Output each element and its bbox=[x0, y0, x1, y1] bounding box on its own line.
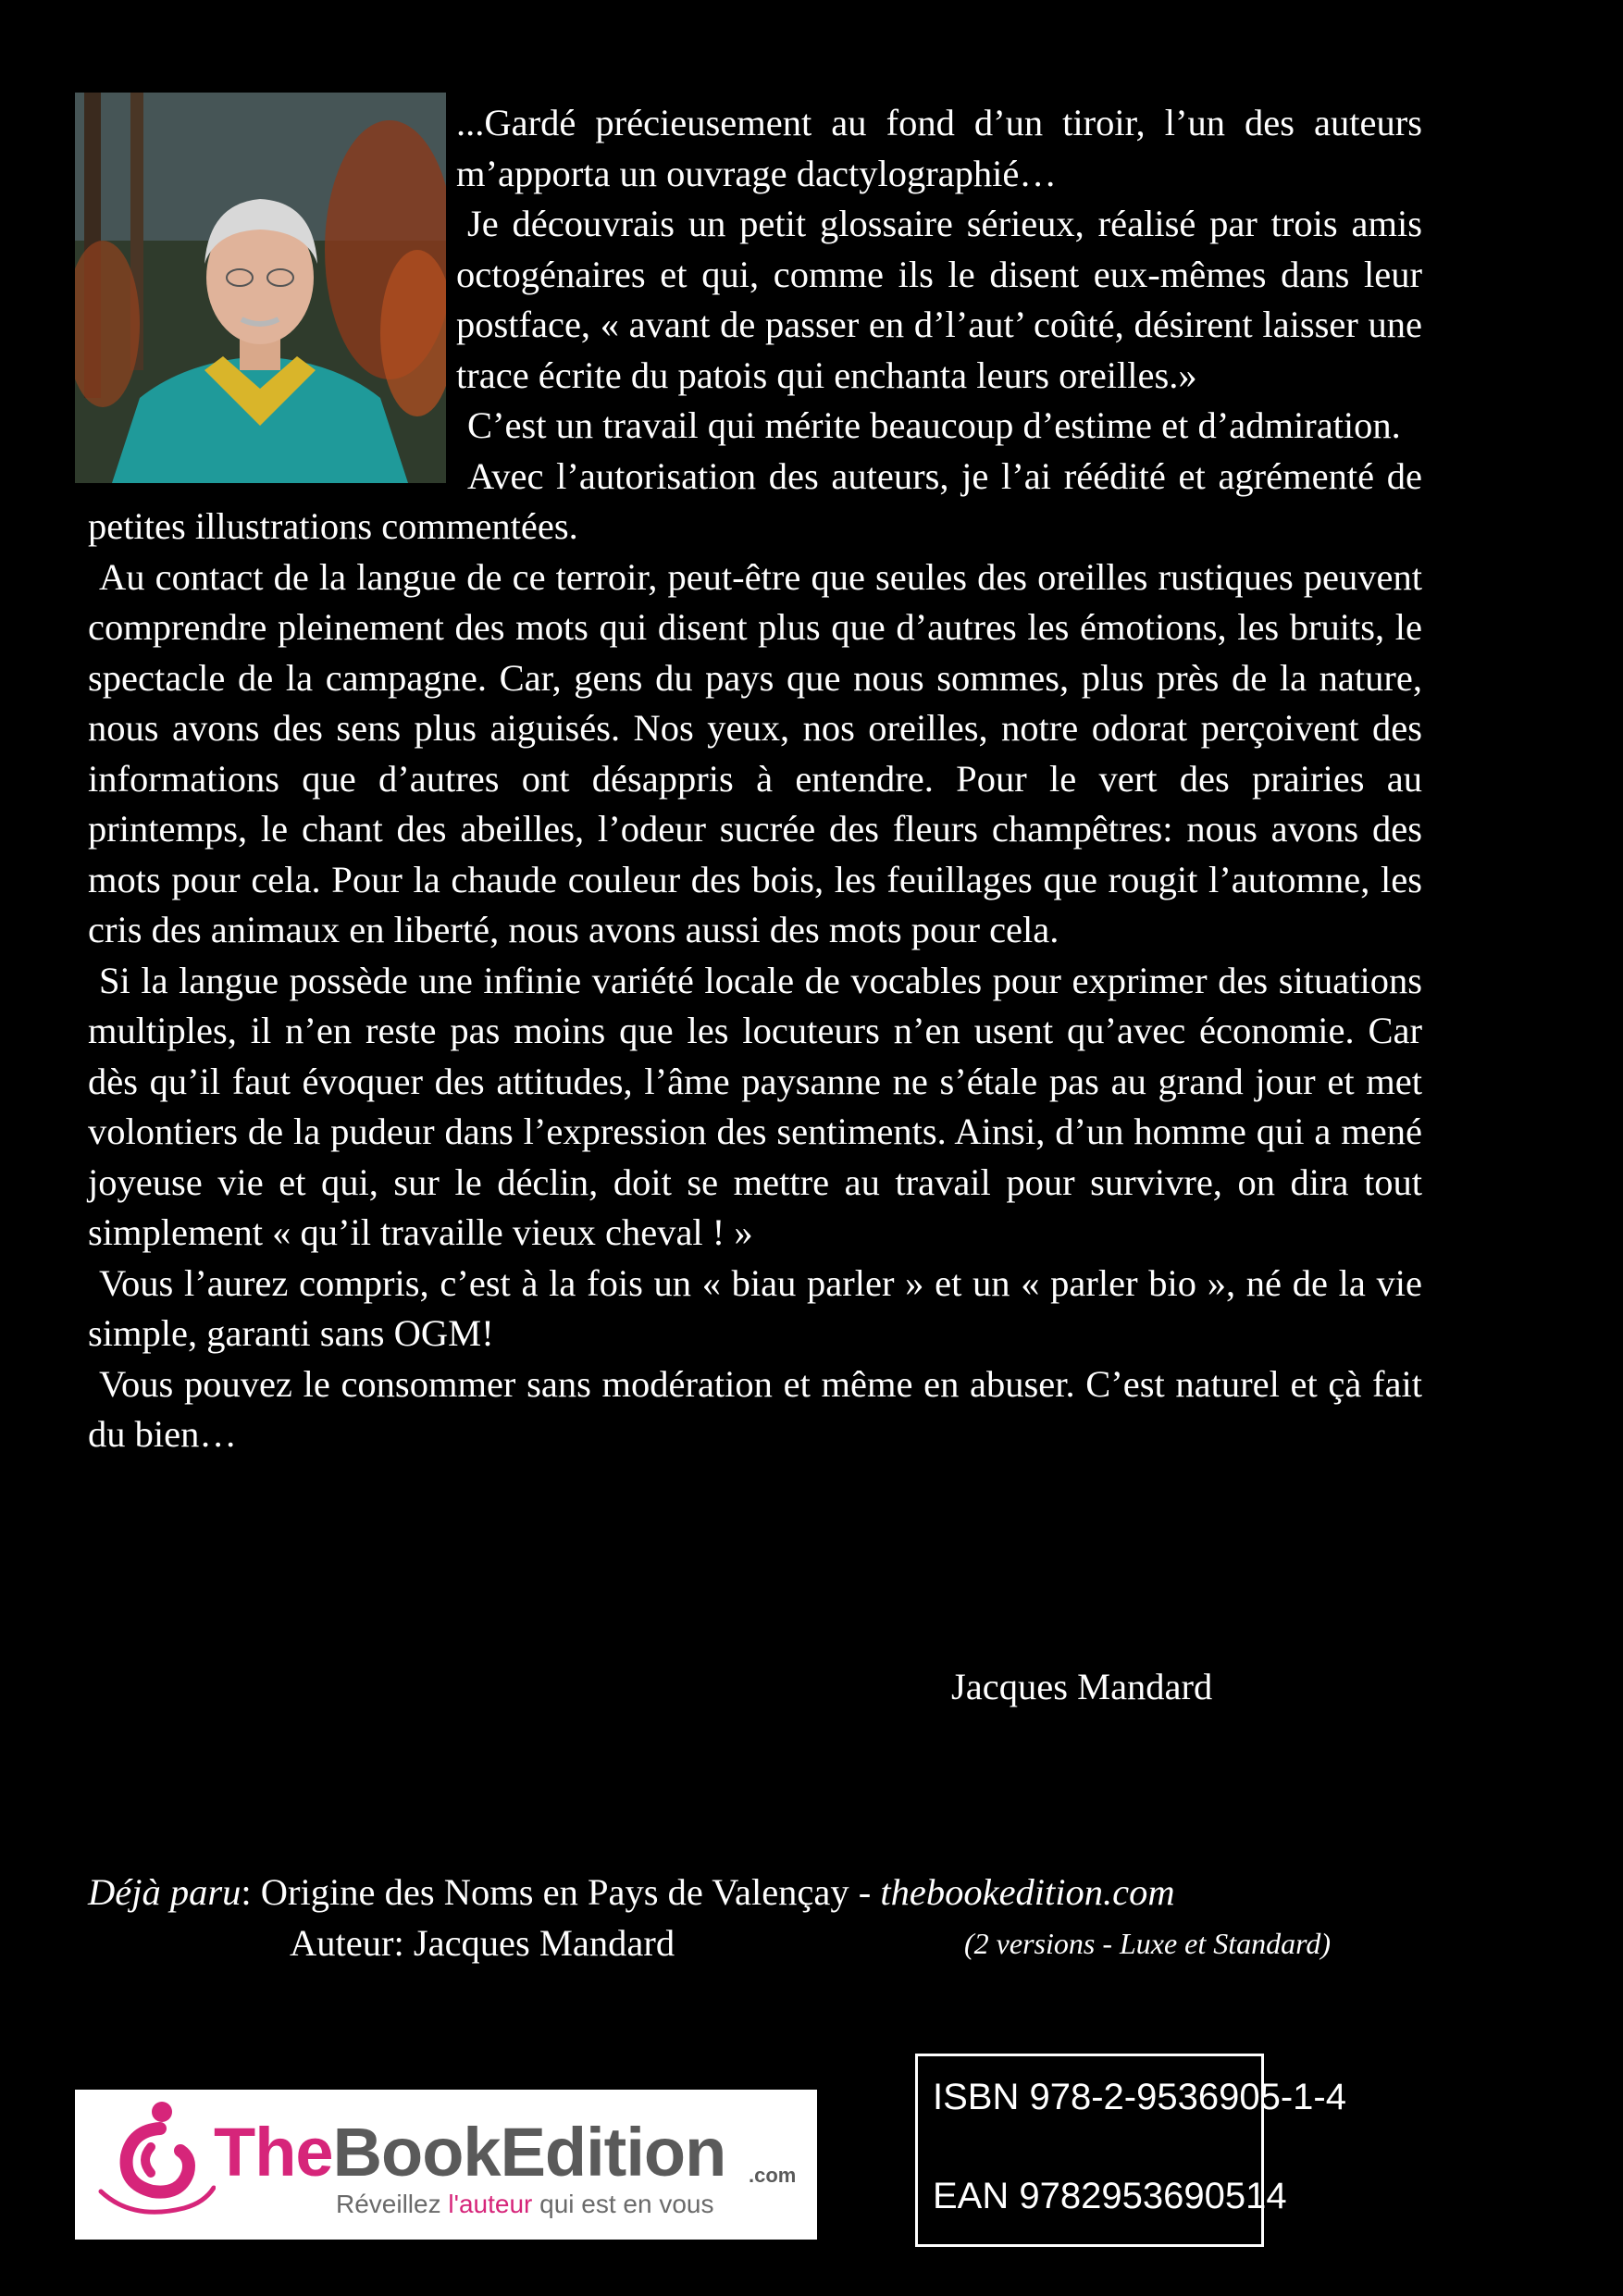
thebookedition-logo bbox=[75, 2090, 817, 2240]
paragraph-4: Avec l’autorisation des auteurs, je l’ai réédité et agrémenté de petites illustrations commentées. bbox=[88, 454, 1422, 547]
logo-dotcom: .com bbox=[749, 2164, 797, 2187]
back-cover-text bbox=[88, 98, 1422, 1460]
logo-tagline-highlight: l'auteur bbox=[448, 2190, 533, 2218]
paragraph-7: Vous l’aurez compris, c’est à la fois un « biau parler » et un « parler bio », né de la vie simple, garanti sans OGM! bbox=[88, 1261, 1422, 1354]
paragraph-2: Je découvrais un petit glossaire sérieux, réalisé par trois amis octogénaires et qui, comme ils le disent eux-mêmes dans leur postface, « avant de passer en d’l’aut’ coûté, désirent laisser une trace écrite du patois qui enchanta leurs oreilles.» bbox=[456, 203, 1422, 396]
paragraph-1: ...Gardé précieusement au fond d’un tiroir, l’un des auteurs m’apporta un ouvrage dactylographié… bbox=[456, 102, 1422, 194]
logo-book-edition: BookEdition bbox=[332, 2114, 726, 2191]
logo-wordmark bbox=[214, 2116, 725, 2190]
paragraph-6: Si la langue possède une infinie variété locale de vocables pour exprimer des situations multiples, il n’en reste pas moins que les locuteurs n’en usent qu’avec économie. Car dès qu’il faut évoquer des attitudes, l’âme paysanne ne s’étale pas au grand jour et met volontiers de la pudeur dans l’expression des sentiments. Ainsi, d’un homme qui a mené joyeuse vie et qui, sur le déclin, doit se mettre au travail pour survivre, on dira tout simplement « qu’il travaille vieux cheval ! » bbox=[88, 959, 1422, 1253]
already-published bbox=[88, 1868, 1175, 1918]
paragraph-8: Vous pouvez le consommer sans modération et même en abuser. C’est naturel et çà fait du bien… bbox=[88, 1362, 1422, 1455]
already-published-versions: (2 versions - Luxe et Standard) bbox=[964, 1927, 1332, 1960]
logo-the: The bbox=[214, 2114, 333, 2191]
already-published-label: Déjà paru bbox=[88, 1871, 242, 1913]
already-published-title: Origine des Noms en Pays de Valençay - bbox=[260, 1871, 881, 1913]
logo-tagline-post: qui est en vous bbox=[532, 2190, 714, 2218]
thebookedition-logo-icon bbox=[95, 2099, 216, 2224]
signature: Jacques Mandard bbox=[951, 1666, 1213, 1707]
isbn-number: ISBN 978-2-9536905-1-4 bbox=[933, 2077, 1346, 2117]
photo-spacer bbox=[88, 98, 456, 490]
ean-number: EAN 9782953690514 bbox=[933, 2176, 1287, 2216]
paragraph-5: Au contact de la langue de ce terroir, peut-être que seules des oreilles rustiques peuvent comprendre pleinement des mots qui disent plus que d’autres les émotions, les bruits, le spectacle de la campagne. Car, gens du pays que nous sommes, plus près de la nature, nous avons des sens plus aiguisés. Nos yeux, nos oreilles, notre odorat perçoivent des informations que d’autres ont désappris à entendre. Pour le vert des prairies au printemps, le chant des abeilles, l’odeur sucrée des fleurs champêtres: nous avons des mots pour cela. Pour la chaude couleur des bois, les feuillages que rougit l’automne, les cris des animaux en liberté, nous avons aussi des mots pour cela. bbox=[88, 555, 1422, 950]
isbn-box bbox=[915, 2054, 1346, 2247]
paragraph-3: C’est un travail qui mérite beaucoup d’estime et d’admiration. bbox=[467, 404, 1401, 446]
logo-tagline-pre: Réveillez bbox=[336, 2190, 449, 2218]
logo-tagline bbox=[336, 2190, 713, 2219]
already-published-separator: : bbox=[241, 1871, 261, 1913]
already-published-author: Auteur: Jacques Mandard bbox=[290, 1922, 675, 1964]
already-published-site: thebookedition.com bbox=[880, 1871, 1175, 1913]
